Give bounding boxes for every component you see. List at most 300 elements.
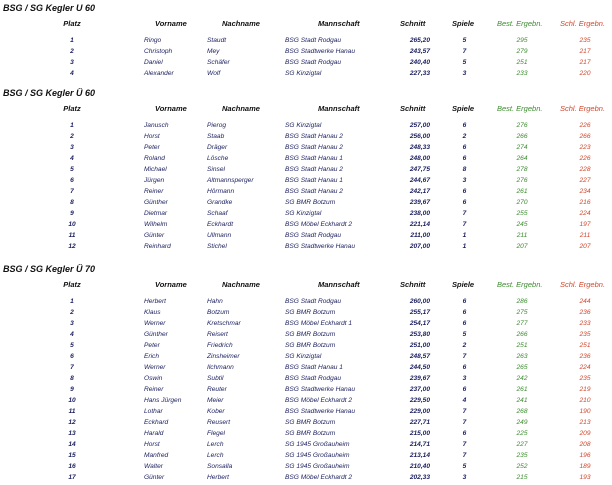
header-vorname: Vorname: [155, 19, 187, 28]
cell-schlechtestes-ergebnis: 190: [579, 408, 591, 415]
cell-schlechtestes-ergebnis: 234: [579, 188, 591, 195]
cell-platz: 3: [70, 144, 74, 151]
cell-platz: 1: [70, 122, 74, 129]
table-row: [0, 210, 612, 221]
cell-mannschaft: BSG Stadtwerke Hanau: [285, 48, 356, 55]
table-row: [0, 133, 612, 144]
cell-nachname: Staudt: [207, 37, 227, 44]
cell-schlechtestes-ergebnis: 223: [579, 144, 591, 151]
table-header: [0, 19, 612, 30]
cell-schlechtestes-ergebnis: 235: [579, 331, 591, 338]
cell-nachname: Meier: [207, 397, 224, 404]
cell-best-ergebnis: 251: [516, 59, 528, 66]
cell-schnitt: 210,40: [409, 463, 430, 470]
cell-best-ergebnis: 249: [516, 419, 528, 426]
cell-schlechtestes-ergebnis: 236: [579, 309, 591, 316]
cell-mannschaft: SG BMR Botzum: [285, 331, 336, 338]
cell-platz: 7: [70, 188, 74, 195]
cell-spiele: 6: [462, 155, 467, 162]
cell-nachname: Schaaf: [207, 210, 228, 217]
cell-mannschaft: SG BMR Botzum: [285, 309, 336, 316]
header-vorname: Vorname: [155, 104, 187, 113]
cell-vorname: Oswin: [144, 375, 163, 382]
cell-mannschaft: SG Kinzigtal: [285, 353, 322, 360]
cell-schnitt: 211,00: [410, 232, 430, 239]
cell-platz: 16: [68, 463, 76, 470]
table-row: [0, 419, 612, 430]
cell-platz: 10: [68, 221, 76, 228]
cell-nachname: Zinsheimer: [207, 353, 240, 360]
cell-best-ergebnis: 270: [516, 199, 528, 206]
cell-spiele: 6: [462, 122, 467, 129]
cell-platz: 9: [70, 210, 74, 217]
cell-mannschaft: BSG Stadt Hanau 2: [285, 144, 343, 151]
cell-platz: 5: [70, 342, 74, 349]
cell-spiele: 7: [462, 353, 467, 360]
cell-spiele: 6: [462, 144, 467, 151]
cell-mannschaft: SG BMR Botzum: [285, 342, 336, 349]
table-row: [0, 70, 612, 81]
cell-schlechtestes-ergebnis: 210: [579, 397, 591, 404]
cell-schnitt: 248,57: [409, 353, 430, 360]
header-mannschaft: Mannschaft: [318, 104, 360, 113]
cell-nachname: Botzum: [207, 309, 230, 316]
cell-spiele: 1: [462, 243, 467, 250]
table-row: [0, 430, 612, 441]
table-row: [0, 199, 612, 210]
cell-vorname: Günther: [144, 199, 168, 206]
cell-nachname: Herbert: [207, 474, 229, 481]
cell-best-ergebnis: 263: [516, 353, 528, 360]
cell-mannschaft: BSG Stadt Rodgau: [285, 375, 342, 382]
cell-platz: 12: [68, 419, 76, 426]
cell-vorname: Michael: [144, 166, 167, 173]
cell-mannschaft: SG BMR Botzum: [285, 199, 336, 206]
cell-mannschaft: BSG Stadt Hanau 1: [285, 364, 343, 371]
cell-vorname: Christoph: [144, 48, 173, 55]
cell-schlechtestes-ergebnis: 213: [579, 419, 591, 426]
cell-best-ergebnis: 277: [516, 320, 528, 327]
cell-spiele: 5: [462, 37, 467, 44]
table-row: [0, 452, 612, 463]
cell-nachname: Lösche: [207, 155, 229, 162]
cell-schlechtestes-ergebnis: 209: [579, 430, 591, 437]
cell-mannschaft: BSG Möbel Eckhardt 1: [285, 320, 353, 327]
cell-nachname: Grandke: [207, 199, 233, 206]
cell-platz: 2: [70, 309, 74, 316]
cell-mannschaft: BSG Stadt Rodgau: [285, 298, 342, 305]
cell-nachname: Lerch: [207, 441, 224, 448]
cell-spiele: 6: [462, 430, 467, 437]
cell-spiele: 5: [462, 59, 467, 66]
table-header: [0, 280, 612, 291]
header-spiele: Spiele: [452, 280, 475, 289]
cell-schlechtestes-ergebnis: 197: [579, 221, 591, 228]
cell-schlechtestes-ergebnis: 189: [579, 463, 591, 470]
cell-spiele: 1: [462, 232, 467, 239]
cell-spiele: 5: [462, 463, 467, 470]
cell-schnitt: 227,33: [409, 70, 430, 77]
cell-spiele: 3: [462, 177, 467, 184]
cell-platz: 1: [70, 298, 74, 305]
cell-mannschaft: BSG Stadt Rodgau: [285, 37, 342, 44]
table-row: [0, 166, 612, 177]
cell-schnitt: 202,33: [409, 474, 430, 481]
cell-schnitt: 214,71: [409, 441, 430, 448]
table-row: [0, 298, 612, 309]
cell-platz: 3: [70, 59, 74, 66]
cell-mannschaft: BSG Stadtwerke Hanau: [285, 386, 356, 393]
cell-mannschaft: BSG Stadtwerke Hanau: [285, 408, 356, 415]
cell-mannschaft: BSG Stadt Hanau 2: [285, 166, 343, 173]
cell-nachname: Eckhardt: [207, 221, 234, 228]
cell-vorname: Ringo: [144, 37, 162, 44]
cell-vorname: Alexander: [144, 70, 174, 77]
cell-nachname: Sinsel: [207, 166, 225, 173]
cell-schnitt: 247,75: [409, 166, 430, 173]
cell-best-ergebnis: 264: [516, 155, 528, 162]
cell-nachname: Hahn: [207, 298, 223, 305]
header-platz: Platz: [63, 280, 81, 289]
cell-vorname: Horst: [144, 441, 160, 448]
cell-schnitt: 238,00: [409, 210, 430, 217]
cell-nachname: Ullmann: [207, 232, 232, 239]
cell-platz: 8: [70, 375, 74, 382]
cell-nachname: Sonsalla: [207, 463, 233, 470]
cell-nachname: Mey: [207, 48, 220, 55]
header-schnitt: Schnitt: [400, 104, 426, 113]
cell-best-ergebnis: 266: [516, 133, 528, 140]
table-row: [0, 155, 612, 166]
header-platz: Platz: [63, 104, 81, 113]
cell-nachname: Pierog: [207, 122, 227, 129]
cell-best-ergebnis: 252: [516, 463, 528, 470]
table-row: [0, 37, 612, 48]
cell-best-ergebnis: 235: [516, 452, 528, 459]
cell-schnitt: 239,67: [409, 199, 430, 206]
cell-platz: 15: [68, 452, 76, 459]
cell-platz: 10: [68, 397, 76, 404]
table-row: [0, 408, 612, 419]
cell-spiele: 3: [462, 375, 467, 382]
cell-nachname: Dräger: [207, 144, 228, 151]
cell-schnitt: 244,67: [409, 177, 430, 184]
table-row: [0, 320, 612, 331]
cell-mannschaft: BSG Stadt Hanau 1: [285, 177, 343, 184]
cell-best-ergebnis: 278: [516, 166, 528, 173]
cell-schlechtestes-ergebnis: 211: [579, 232, 591, 239]
cell-vorname: Günter: [144, 474, 165, 481]
table-row: [0, 463, 612, 474]
cell-schnitt: 215,00: [409, 430, 430, 437]
table-row: [0, 474, 612, 485]
cell-spiele: 7: [462, 48, 467, 55]
cell-schnitt: 248,33: [409, 144, 430, 151]
cell-best-ergebnis: 266: [516, 331, 528, 338]
cell-best-ergebnis: 227: [516, 441, 528, 448]
cell-platz: 3: [70, 320, 74, 327]
cell-vorname: Werner: [144, 320, 166, 327]
cell-mannschaft: SG 1945 Großauheim: [285, 441, 350, 448]
cell-mannschaft: BSG Stadt Hanau 1: [285, 155, 343, 162]
cell-schlechtestes-ergebnis: 224: [579, 364, 591, 371]
header-schl: Schl. Ergebn.: [560, 280, 606, 289]
cell-best-ergebnis: 268: [516, 408, 528, 415]
cell-mannschaft: SG BMR Botzum: [285, 419, 336, 426]
cell-platz: 12: [68, 243, 76, 250]
header-schl: Schl. Ergebn.: [560, 19, 606, 28]
cell-schnitt: 257,00: [409, 122, 430, 129]
table-row: [0, 309, 612, 320]
cell-vorname: Werner: [144, 364, 166, 371]
cell-mannschaft: BSG Stadt Rodgau: [285, 232, 342, 239]
header-vorname: Vorname: [155, 280, 187, 289]
cell-platz: 4: [70, 331, 74, 338]
cell-vorname: Walter: [144, 463, 163, 470]
cell-schlechtestes-ergebnis: 227: [579, 177, 591, 184]
table-row: [0, 364, 612, 375]
section-title: BSG / SG Kegler U 60: [3, 3, 96, 13]
cell-mannschaft: BSG Möbel Eckhardt 2: [285, 474, 353, 481]
cell-vorname: Wilhelm: [144, 221, 168, 228]
cell-best-ergebnis: 261: [516, 188, 528, 195]
cell-spiele: 5: [462, 331, 467, 338]
cell-schnitt: 227,71: [409, 419, 430, 426]
cell-vorname: Herbert: [144, 298, 166, 305]
cell-schlechtestes-ergebnis: 207: [579, 243, 591, 250]
cell-schnitt: 213,14: [409, 452, 430, 459]
cell-schnitt: 237,00: [409, 386, 430, 393]
cell-vorname: Peter: [144, 144, 160, 151]
cell-mannschaft: BSG Möbel Eckhardt 2: [285, 397, 353, 404]
cell-best-ergebnis: 245: [516, 221, 528, 228]
table-row: [0, 331, 612, 342]
cell-vorname: Günter: [144, 232, 165, 239]
cell-nachname: Subtil: [207, 375, 224, 382]
cell-vorname: Daniel: [144, 59, 163, 66]
cell-schlechtestes-ergebnis: 220: [579, 70, 591, 77]
cell-spiele: 7: [462, 419, 467, 426]
cell-spiele: 3: [462, 474, 467, 481]
table-row: [0, 177, 612, 188]
cell-schnitt: 229,50: [409, 397, 430, 404]
table-row: [0, 353, 612, 364]
cell-vorname: Dietmar: [144, 210, 168, 217]
cell-schlechtestes-ergebnis: 216: [579, 199, 591, 206]
cell-schlechtestes-ergebnis: 251: [579, 342, 591, 349]
cell-schnitt: 255,17: [409, 309, 430, 316]
cell-spiele: 7: [462, 452, 467, 459]
cell-mannschaft: BSG Stadtwerke Hanau: [285, 243, 356, 250]
cell-nachname: Reuter: [207, 386, 227, 393]
cell-schlechtestes-ergebnis: 244: [579, 298, 591, 305]
cell-nachname: Flegel: [207, 430, 225, 437]
table-row: [0, 243, 612, 254]
header-nachname: Nachname: [222, 104, 260, 113]
cell-nachname: Reisert: [207, 331, 228, 338]
cell-vorname: Jürgen: [144, 177, 165, 184]
cell-schlechtestes-ergebnis: 208: [579, 441, 591, 448]
header-spiele: Spiele: [452, 104, 475, 113]
cell-mannschaft: BSG Stadt Rodgau: [285, 59, 342, 66]
cell-schnitt: 248,00: [409, 155, 430, 162]
cell-mannschaft: SG Kinzigtal: [285, 70, 322, 77]
cell-vorname: Peter: [144, 342, 160, 349]
cell-vorname: Reiner: [144, 188, 164, 195]
cell-platz: 6: [70, 353, 74, 360]
cell-schnitt: 242,17: [409, 188, 430, 195]
cell-platz: 17: [68, 474, 76, 481]
cell-vorname: Günther: [144, 331, 168, 338]
cell-spiele: 6: [462, 199, 467, 206]
cell-schlechtestes-ergebnis: 226: [579, 122, 591, 129]
cell-best-ergebnis: 225: [516, 430, 528, 437]
header-schnitt: Schnitt: [400, 19, 426, 28]
cell-best-ergebnis: 286: [516, 298, 528, 305]
cell-nachname: Lerch: [207, 452, 224, 459]
cell-best-ergebnis: 295: [516, 37, 528, 44]
cell-platz: 4: [70, 155, 74, 162]
cell-spiele: 2: [462, 342, 467, 349]
cell-spiele: 7: [462, 210, 467, 217]
cell-platz: 11: [68, 408, 76, 415]
cell-nachname: Kretschmar: [207, 320, 241, 327]
header-best: Best. Ergebn.: [497, 280, 543, 289]
table-row: [0, 232, 612, 243]
table-row: [0, 386, 612, 397]
cell-vorname: Roland: [144, 155, 165, 162]
cell-mannschaft: SG Kinzigtal: [285, 122, 322, 129]
cell-vorname: Eckhard: [144, 419, 169, 426]
cell-best-ergebnis: 255: [516, 210, 528, 217]
cell-schnitt: 221,14: [409, 221, 430, 228]
cell-mannschaft: SG Kinzigtal: [285, 210, 322, 217]
header-best: Best. Ergebn.: [497, 104, 543, 113]
cell-best-ergebnis: 251: [516, 342, 528, 349]
cell-spiele: 8: [462, 166, 467, 173]
cell-schnitt: 243,57: [409, 48, 430, 55]
cell-schlechtestes-ergebnis: 236: [579, 353, 591, 360]
cell-schnitt: 251,00: [409, 342, 430, 349]
cell-vorname: Harald: [144, 430, 164, 437]
cell-vorname: Reiner: [144, 386, 164, 393]
header-spiele: Spiele: [452, 19, 475, 28]
cell-nachname: Staab: [207, 133, 225, 140]
cell-nachname: Schäfer: [207, 59, 230, 66]
cell-spiele: 6: [462, 386, 467, 393]
cell-best-ergebnis: 233: [516, 70, 528, 77]
cell-best-ergebnis: 275: [516, 309, 528, 316]
cell-nachname: Reusert: [207, 419, 231, 426]
cell-nachname: Ilchmann: [207, 364, 234, 371]
table-row: [0, 48, 612, 59]
cell-schlechtestes-ergebnis: 226: [579, 155, 591, 162]
cell-schlechtestes-ergebnis: 219: [579, 386, 591, 393]
table-row: [0, 397, 612, 408]
header-platz: Platz: [63, 19, 81, 28]
cell-platz: 2: [70, 133, 74, 140]
cell-vorname: Manfred: [144, 452, 169, 459]
table-row: [0, 221, 612, 232]
section-title: BSG / SG Kegler Ü 70: [3, 264, 96, 274]
cell-platz: 4: [70, 70, 74, 77]
table-row: [0, 375, 612, 386]
cell-schnitt: 253,80: [409, 331, 430, 338]
cell-best-ergebnis: 261: [516, 386, 528, 393]
cell-best-ergebnis: 242: [516, 375, 528, 382]
header-nachname: Nachname: [222, 19, 260, 28]
cell-spiele: 7: [462, 221, 467, 228]
cell-schnitt: 240,40: [409, 59, 430, 66]
cell-schlechtestes-ergebnis: 193: [579, 474, 591, 481]
cell-schnitt: 244,50: [409, 364, 430, 371]
cell-spiele: 6: [462, 364, 467, 371]
cell-mannschaft: SG 1945 Großauheim: [285, 452, 350, 459]
cell-spiele: 7: [462, 441, 467, 448]
cell-vorname: Klaus: [144, 309, 161, 316]
table-row: [0, 188, 612, 199]
cell-spiele: 6: [462, 320, 467, 327]
cell-mannschaft: BSG Möbel Eckhardt 2: [285, 221, 353, 228]
cell-nachname: Friedrich: [207, 342, 233, 349]
cell-schlechtestes-ergebnis: 266: [579, 133, 591, 140]
cell-vorname: Hans Jürgen: [144, 397, 182, 404]
cell-spiele: 6: [462, 298, 467, 305]
cell-vorname: Horst: [144, 133, 160, 140]
header-schnitt: Schnitt: [400, 280, 426, 289]
cell-vorname: Reinhard: [144, 243, 171, 250]
cell-spiele: 3: [462, 70, 467, 77]
cell-schlechtestes-ergebnis: 235: [579, 375, 591, 382]
cell-schlechtestes-ergebnis: 235: [579, 37, 591, 44]
cell-mannschaft: SG BMR Botzum: [285, 430, 336, 437]
table-header: [0, 104, 612, 115]
cell-spiele: 6: [462, 188, 467, 195]
cell-schnitt: 254,17: [409, 320, 430, 327]
cell-spiele: 2: [462, 133, 467, 140]
cell-mannschaft: BSG Stadt Hanau 2: [285, 188, 343, 195]
cell-spiele: 4: [462, 397, 467, 404]
cell-best-ergebnis: 274: [516, 144, 528, 151]
cell-best-ergebnis: 276: [516, 122, 528, 129]
cell-platz: 5: [70, 166, 74, 173]
cell-platz: 9: [70, 386, 74, 393]
header-mannschaft: Mannschaft: [318, 19, 360, 28]
cell-schlechtestes-ergebnis: 228: [579, 166, 591, 173]
cell-nachname: Kober: [207, 408, 225, 415]
cell-schnitt: 265,20: [409, 37, 430, 44]
cell-best-ergebnis: 276: [516, 177, 528, 184]
cell-schlechtestes-ergebnis: 196: [579, 452, 591, 459]
header-schl: Schl. Ergebn.: [560, 104, 606, 113]
header-nachname: Nachname: [222, 280, 260, 289]
section-title: BSG / SG Kegler Ü 60: [3, 88, 96, 98]
cell-nachname: Stichel: [207, 243, 227, 250]
cell-nachname: Wolf: [207, 70, 221, 77]
cell-schlechtestes-ergebnis: 217: [579, 48, 591, 55]
cell-schnitt: 207,00: [409, 243, 430, 250]
cell-mannschaft: SG 1945 Großauheim: [285, 463, 350, 470]
table-row: [0, 144, 612, 155]
cell-platz: 6: [70, 177, 74, 184]
cell-schnitt: 260,00: [409, 298, 430, 305]
table-row: [0, 342, 612, 353]
cell-best-ergebnis: 265: [516, 364, 528, 371]
cell-best-ergebnis: 279: [516, 48, 528, 55]
cell-platz: 7: [70, 364, 74, 371]
cell-schnitt: 239,67: [409, 375, 430, 382]
cell-platz: 8: [70, 199, 74, 206]
